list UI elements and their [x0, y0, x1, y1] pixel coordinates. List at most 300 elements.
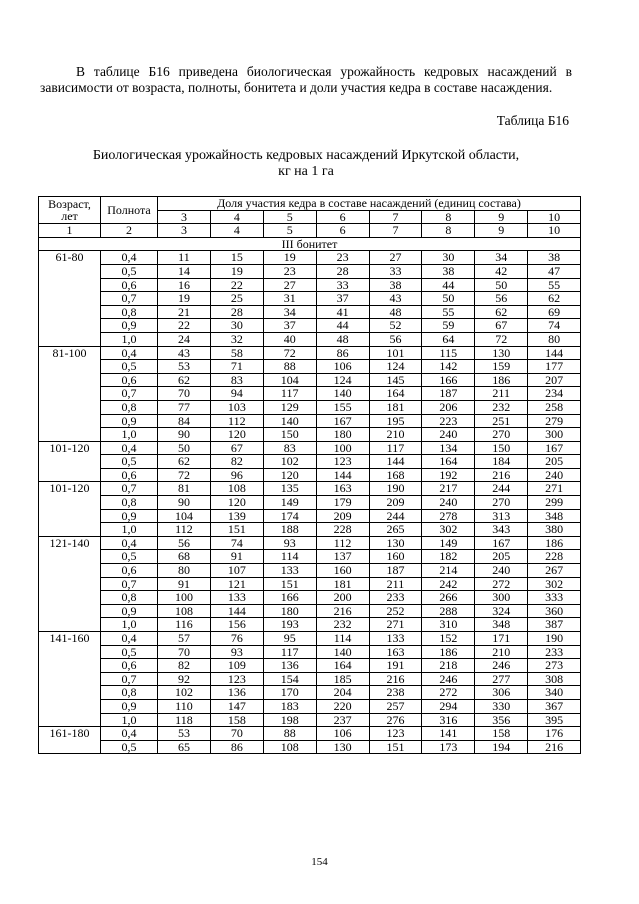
yield-cell: 129 — [263, 400, 316, 414]
yield-cell: 108 — [210, 482, 263, 496]
yield-cell: 272 — [422, 686, 475, 700]
yield-cell: 195 — [369, 414, 422, 428]
yield-cell: 271 — [369, 618, 422, 632]
yield-cell: 167 — [528, 441, 581, 455]
yield-cell: 150 — [263, 428, 316, 442]
yield-cell: 64 — [422, 332, 475, 346]
yield-cell: 267 — [528, 564, 581, 578]
yield-cell: 70 — [158, 387, 211, 401]
yield-cell: 101 — [369, 346, 422, 360]
yield-cell: 94 — [210, 387, 263, 401]
yield-cell: 72 — [475, 332, 528, 346]
yield-cell: 179 — [316, 496, 369, 510]
yield-cell: 180 — [316, 428, 369, 442]
yield-cell: 154 — [263, 672, 316, 686]
table-row — [39, 319, 581, 333]
yield-cell: 387 — [528, 618, 581, 632]
yield-cell: 52 — [369, 319, 422, 333]
age-group-cell: 141-160 — [39, 632, 101, 727]
yield-cell: 257 — [369, 699, 422, 713]
yield-cell: 104 — [263, 373, 316, 387]
yield-cell: 273 — [528, 659, 581, 673]
yield-cell: 102 — [263, 455, 316, 469]
yield-cell: 34 — [263, 305, 316, 319]
header-number-row — [39, 224, 581, 238]
yield-cell: 83 — [210, 373, 263, 387]
yield-cell: 123 — [369, 727, 422, 741]
yield-cell: 160 — [316, 564, 369, 578]
table-row — [39, 332, 581, 346]
table-row — [39, 672, 581, 686]
yield-cell: 77 — [158, 400, 211, 414]
density-cell: 0,9 — [101, 604, 158, 618]
yield-cell: 313 — [475, 509, 528, 523]
yield-cell: 115 — [422, 346, 475, 360]
yield-cell: 134 — [422, 441, 475, 455]
yield-cell: 24 — [158, 332, 211, 346]
yield-cell: 194 — [475, 740, 528, 754]
yield-cell: 23 — [263, 264, 316, 278]
table-row — [39, 699, 581, 713]
yield-cell: 90 — [158, 428, 211, 442]
yield-cell: 91 — [210, 550, 263, 564]
yield-cell: 27 — [263, 278, 316, 292]
yield-cell: 86 — [210, 740, 263, 754]
yield-cell: 120 — [210, 428, 263, 442]
yield-cell: 216 — [528, 740, 581, 754]
table-row — [39, 713, 581, 727]
yield-cell: 210 — [475, 645, 528, 659]
yield-cell: 124 — [369, 360, 422, 374]
table-row — [39, 251, 581, 265]
yield-cell: 164 — [369, 387, 422, 401]
yield-cell: 251 — [475, 414, 528, 428]
yield-cell: 42 — [475, 264, 528, 278]
table-row — [39, 346, 581, 360]
yield-cell: 93 — [210, 645, 263, 659]
yield-cell: 82 — [210, 455, 263, 469]
yield-cell: 152 — [422, 632, 475, 646]
age-group-cell: 161-180 — [39, 727, 101, 754]
yield-cell: 104 — [158, 509, 211, 523]
yield-cell: 294 — [422, 699, 475, 713]
header-row-1 — [39, 197, 581, 211]
density-cell: 0,5 — [101, 264, 158, 278]
yield-cell: 16 — [158, 278, 211, 292]
yield-cell: 37 — [316, 292, 369, 306]
yield-cell: 38 — [422, 264, 475, 278]
yield-cell: 211 — [475, 387, 528, 401]
yield-cell: 72 — [263, 346, 316, 360]
yield-cell: 348 — [528, 509, 581, 523]
yield-cell: 136 — [210, 686, 263, 700]
yield-cell: 11 — [158, 251, 211, 265]
yield-cell: 279 — [528, 414, 581, 428]
yield-cell: 232 — [316, 618, 369, 632]
density-cell: 0,8 — [101, 305, 158, 319]
yield-cell: 74 — [210, 536, 263, 550]
table-row — [39, 591, 581, 605]
density-cell: 0,5 — [101, 550, 158, 564]
table-row — [39, 360, 581, 374]
density-cell: 0,5 — [101, 360, 158, 374]
yield-cell: 107 — [210, 564, 263, 578]
table-row — [39, 305, 581, 319]
table-row — [39, 686, 581, 700]
yield-cell: 56 — [475, 292, 528, 306]
table-row — [39, 428, 581, 442]
yield-cell: 166 — [263, 591, 316, 605]
yield-cell: 133 — [210, 591, 263, 605]
age-group-cell: 81-100 — [39, 346, 101, 441]
yield-cell: 191 — [369, 659, 422, 673]
yield-cell: 187 — [422, 387, 475, 401]
yield-cell: 333 — [528, 591, 581, 605]
yield-cell: 160 — [369, 550, 422, 564]
caption-line-2: кг на 1 га — [278, 163, 334, 179]
density-cell: 0,6 — [101, 659, 158, 673]
yield-cell: 204 — [316, 686, 369, 700]
yield-cell: 137 — [316, 550, 369, 564]
yield-cell: 395 — [528, 713, 581, 727]
yield-cell: 133 — [263, 564, 316, 578]
yield-cell: 211 — [369, 577, 422, 591]
yield-cell: 70 — [210, 727, 263, 741]
density-cell: 0,7 — [101, 387, 158, 401]
yield-cell: 141 — [422, 727, 475, 741]
column-number: 4 — [210, 224, 263, 238]
table-row — [39, 659, 581, 673]
yield-cell: 28 — [210, 305, 263, 319]
yield-cell: 88 — [263, 727, 316, 741]
table-row — [39, 455, 581, 469]
yield-cell: 271 — [528, 482, 581, 496]
density-cell: 0,4 — [101, 251, 158, 265]
yield-cell: 192 — [422, 468, 475, 482]
yield-cell: 170 — [263, 686, 316, 700]
column-number: 3 — [158, 224, 211, 238]
yield-cell: 218 — [422, 659, 475, 673]
yield-cell: 258 — [528, 400, 581, 414]
yield-cell: 348 — [475, 618, 528, 632]
yield-cell: 33 — [316, 278, 369, 292]
section-row — [39, 237, 581, 251]
yield-cell: 228 — [528, 550, 581, 564]
intro-text: В таблице Б16 приведена биологическая урожайность кедровых насаждений в зависимости от возраста, полноты, бонитета и доли участия кедра в составе насаждения. — [40, 64, 572, 95]
yield-cell: 55 — [422, 305, 475, 319]
yield-cell: 147 — [210, 699, 263, 713]
yield-cell: 207 — [528, 373, 581, 387]
yield-cell: 15 — [210, 251, 263, 265]
yield-cell: 120 — [210, 496, 263, 510]
table-row — [39, 618, 581, 632]
table-row — [39, 400, 581, 414]
yield-cell: 237 — [316, 713, 369, 727]
yield-cell: 91 — [158, 577, 211, 591]
table-row — [39, 523, 581, 537]
column-number: 8 — [422, 224, 475, 238]
yield-cell: 308 — [528, 672, 581, 686]
yield-cell: 150 — [475, 441, 528, 455]
yield-cell: 272 — [475, 577, 528, 591]
section-label: III бонитет — [39, 237, 581, 251]
age-group-cell: 121-140 — [39, 536, 101, 631]
yield-cell: 270 — [475, 428, 528, 442]
column-number: 7 — [369, 224, 422, 238]
table-row — [39, 278, 581, 292]
yield-cell: 193 — [263, 618, 316, 632]
yield-cell: 151 — [263, 577, 316, 591]
yield-cell: 216 — [369, 672, 422, 686]
yield-cell: 299 — [528, 496, 581, 510]
header-share-col: 7 — [369, 210, 422, 224]
yield-cell: 330 — [475, 699, 528, 713]
density-cell: 0,6 — [101, 278, 158, 292]
yield-cell: 22 — [158, 319, 211, 333]
yield-cell: 53 — [158, 360, 211, 374]
density-cell: 0,8 — [101, 400, 158, 414]
yield-cell: 209 — [369, 496, 422, 510]
yield-cell: 367 — [528, 699, 581, 713]
yield-cell: 55 — [528, 278, 581, 292]
yield-cell: 124 — [316, 373, 369, 387]
table-row — [39, 509, 581, 523]
table-row — [39, 632, 581, 646]
yield-cell: 177 — [528, 360, 581, 374]
yield-cell: 103 — [210, 400, 263, 414]
yield-cell: 190 — [369, 482, 422, 496]
yield-cell: 30 — [422, 251, 475, 265]
yield-cell: 22 — [210, 278, 263, 292]
yield-cell: 27 — [369, 251, 422, 265]
yield-cell: 167 — [316, 414, 369, 428]
yield-cell: 340 — [528, 686, 581, 700]
yield-cell: 310 — [422, 618, 475, 632]
age-group-cell: 101-120 — [39, 482, 101, 536]
yield-cell: 90 — [158, 496, 211, 510]
density-cell: 0,5 — [101, 645, 158, 659]
yield-cell: 33 — [369, 264, 422, 278]
density-cell: 0,7 — [101, 672, 158, 686]
yield-cell: 228 — [316, 523, 369, 537]
yield-cell: 81 — [158, 482, 211, 496]
density-cell: 0,4 — [101, 632, 158, 646]
table-row — [39, 441, 581, 455]
yield-cell: 188 — [263, 523, 316, 537]
yield-cell: 144 — [528, 346, 581, 360]
density-cell: 0,5 — [101, 740, 158, 754]
yield-cell: 106 — [316, 360, 369, 374]
yield-cell: 117 — [263, 387, 316, 401]
yield-cell: 210 — [369, 428, 422, 442]
yield-cell: 44 — [422, 278, 475, 292]
yield-cell: 240 — [475, 564, 528, 578]
table-label: Таблица Б16 — [496, 113, 569, 128]
yield-cell: 123 — [210, 672, 263, 686]
yield-cell: 244 — [475, 482, 528, 496]
yield-cell: 32 — [210, 332, 263, 346]
yield-cell: 324 — [475, 604, 528, 618]
yield-cell: 158 — [210, 713, 263, 727]
yield-cell: 100 — [316, 441, 369, 455]
yield-cell: 130 — [369, 536, 422, 550]
yield-cell: 37 — [263, 319, 316, 333]
yield-cell: 48 — [316, 332, 369, 346]
yield-cell: 110 — [158, 699, 211, 713]
density-cell: 0,6 — [101, 564, 158, 578]
yield-cell: 163 — [316, 482, 369, 496]
yield-cell: 116 — [158, 618, 211, 632]
table-row — [39, 740, 581, 754]
yield-cell: 83 — [263, 441, 316, 455]
yield-cell: 53 — [158, 727, 211, 741]
header-age: Возраст, лет — [39, 197, 101, 224]
yield-cell: 130 — [475, 346, 528, 360]
yield-cell: 220 — [316, 699, 369, 713]
yield-cell: 71 — [210, 360, 263, 374]
yield-cell: 144 — [369, 455, 422, 469]
header-share: Доля участия кедра в составе насаждений (единиц состава) — [158, 197, 581, 211]
yield-cell: 265 — [369, 523, 422, 537]
yield-cell: 223 — [422, 414, 475, 428]
table-body — [39, 251, 581, 754]
yield-cell: 112 — [158, 523, 211, 537]
yield-cell: 25 — [210, 292, 263, 306]
yield-cell: 59 — [422, 319, 475, 333]
yield-cell: 288 — [422, 604, 475, 618]
age-group-cell: 101-120 — [39, 441, 101, 482]
yield-cell: 252 — [369, 604, 422, 618]
yield-table — [38, 196, 581, 754]
density-cell: 0,9 — [101, 509, 158, 523]
yield-cell: 65 — [158, 740, 211, 754]
header-share-col: 9 — [475, 210, 528, 224]
table-header — [39, 197, 581, 251]
yield-cell: 181 — [316, 577, 369, 591]
yield-cell: 300 — [475, 591, 528, 605]
yield-cell: 57 — [158, 632, 211, 646]
yield-cell: 40 — [263, 332, 316, 346]
yield-cell: 44 — [316, 319, 369, 333]
yield-cell: 233 — [528, 645, 581, 659]
yield-cell: 164 — [422, 455, 475, 469]
column-number: 9 — [475, 224, 528, 238]
density-cell: 1,0 — [101, 332, 158, 346]
yield-cell: 151 — [369, 740, 422, 754]
yield-cell: 41 — [316, 305, 369, 319]
table-row — [39, 414, 581, 428]
yield-cell: 183 — [263, 699, 316, 713]
yield-cell: 67 — [210, 441, 263, 455]
density-cell: 0,7 — [101, 577, 158, 591]
yield-cell: 31 — [263, 292, 316, 306]
yield-cell: 102 — [158, 686, 211, 700]
yield-cell: 108 — [263, 740, 316, 754]
table-row — [39, 468, 581, 482]
yield-cell: 360 — [528, 604, 581, 618]
page-number: 154 — [311, 856, 328, 868]
yield-cell: 70 — [158, 645, 211, 659]
yield-cell: 300 — [528, 428, 581, 442]
yield-cell: 278 — [422, 509, 475, 523]
column-number: 6 — [316, 224, 369, 238]
density-cell: 0,7 — [101, 482, 158, 496]
intro-paragraph — [40, 64, 572, 95]
yield-cell: 180 — [263, 604, 316, 618]
yield-cell: 246 — [422, 672, 475, 686]
yield-cell: 151 — [210, 523, 263, 537]
yield-cell: 30 — [210, 319, 263, 333]
yield-cell: 130 — [316, 740, 369, 754]
table-row — [39, 482, 581, 496]
yield-cell: 206 — [422, 400, 475, 414]
yield-cell: 302 — [422, 523, 475, 537]
yield-cell: 121 — [210, 577, 263, 591]
yield-cell: 50 — [422, 292, 475, 306]
yield-cell: 316 — [422, 713, 475, 727]
density-cell: 0,4 — [101, 727, 158, 741]
yield-cell: 185 — [316, 672, 369, 686]
yield-cell: 270 — [475, 496, 528, 510]
table-row — [39, 550, 581, 564]
yield-cell: 112 — [210, 414, 263, 428]
yield-cell: 136 — [263, 659, 316, 673]
yield-cell: 155 — [316, 400, 369, 414]
yield-cell: 62 — [475, 305, 528, 319]
yield-cell: 240 — [422, 496, 475, 510]
table-row — [39, 536, 581, 550]
yield-cell: 171 — [475, 632, 528, 646]
yield-cell: 168 — [369, 468, 422, 482]
yield-cell: 238 — [369, 686, 422, 700]
yield-cell: 62 — [158, 455, 211, 469]
yield-cell: 216 — [316, 604, 369, 618]
yield-cell: 144 — [210, 604, 263, 618]
yield-cell: 62 — [528, 292, 581, 306]
yield-cell: 343 — [475, 523, 528, 537]
yield-cell: 181 — [369, 400, 422, 414]
yield-cell: 145 — [369, 373, 422, 387]
yield-cell: 82 — [158, 659, 211, 673]
yield-cell: 163 — [369, 645, 422, 659]
yield-cell: 306 — [475, 686, 528, 700]
density-cell: 1,0 — [101, 618, 158, 632]
yield-cell: 205 — [528, 455, 581, 469]
yield-cell: 72 — [158, 468, 211, 482]
yield-cell: 149 — [422, 536, 475, 550]
yield-cell: 112 — [316, 536, 369, 550]
yield-cell: 167 — [475, 536, 528, 550]
yield-cell: 120 — [263, 468, 316, 482]
table-row — [39, 292, 581, 306]
yield-cell: 106 — [316, 727, 369, 741]
yield-cell: 19 — [263, 251, 316, 265]
density-cell: 0,8 — [101, 686, 158, 700]
density-cell: 0,5 — [101, 455, 158, 469]
table-row — [39, 727, 581, 741]
yield-cell: 43 — [369, 292, 422, 306]
yield-cell: 62 — [158, 373, 211, 387]
yield-cell: 142 — [422, 360, 475, 374]
density-cell: 0,9 — [101, 414, 158, 428]
header-share-col: 8 — [422, 210, 475, 224]
yield-cell: 240 — [528, 468, 581, 482]
density-cell: 0,4 — [101, 346, 158, 360]
table-row — [39, 564, 581, 578]
yield-cell: 109 — [210, 659, 263, 673]
yield-cell: 356 — [475, 713, 528, 727]
density-cell: 1,0 — [101, 523, 158, 537]
